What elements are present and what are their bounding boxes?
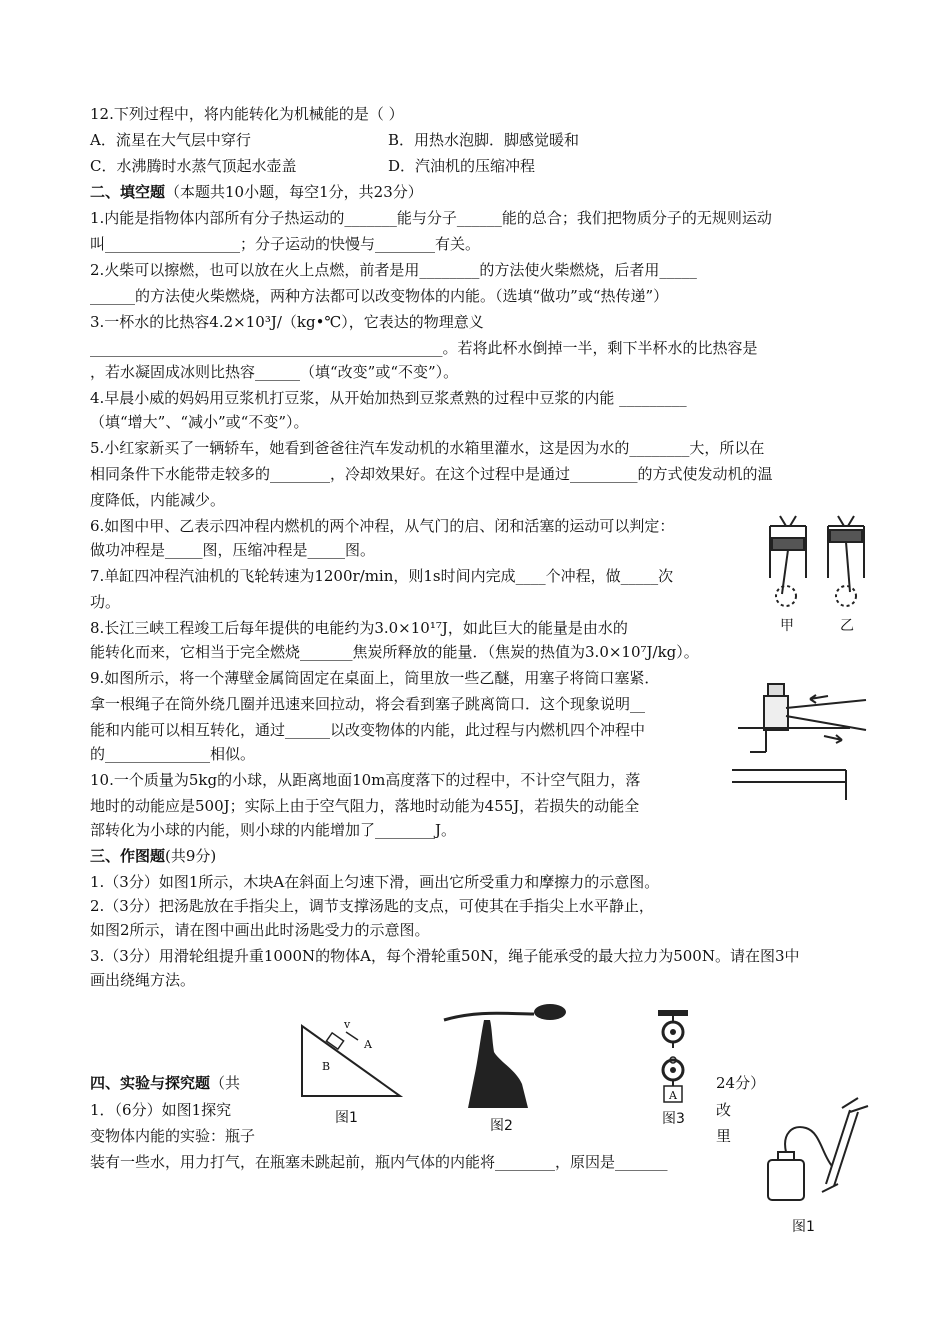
section4-header (90, 1073, 240, 1093)
pulley-figure (650, 1010, 700, 1104)
s2-line: 1.内能是指物体内部所有分子热运动的_______能与分子______能的总合；我们把物质分子的无规则运动 (90, 209, 772, 227)
s4-side-word: 里 (716, 1127, 732, 1145)
figure1-caption: 图1 (335, 1110, 358, 1126)
section2-heading: 二、填空题 (90, 183, 166, 201)
s2-line: 相同条件下水能带走较多的________，冷却效果好。在这个过程中是通过_________的方式使发动机的温 (90, 465, 773, 483)
section3-note: (共9分) (165, 847, 217, 865)
section4-heading-tail: （共 (210, 1074, 241, 1092)
incline-label-a: A (364, 1038, 372, 1051)
q12-option-d: D．汽油机的压缩冲程 (388, 157, 536, 175)
s3-line: 如图2所示，请在图中画出此时汤匙受力的示意图。 (90, 921, 430, 939)
incline-label-v: v (344, 1018, 351, 1031)
s3-line: 3.（3分）用滑轮组提升重1000N的物体A，每个滑轮重50N，绳子能承受的最大拉力为500N。请在图3中 (90, 947, 800, 965)
s2-line: 能和内能可以相互转化，通过______以改变物体的内能，此过程与内燃机四个冲程中 (90, 721, 646, 739)
s2-line: 9.如图所示，将一个薄壁金属筒固定在桌面上，筒里放一些乙醚，用塞子将筒口塞紧． (90, 669, 660, 687)
s4-line: 装有一些水，用力打气，在瓶塞未跳起前，瓶内气体的内能将________，原因是_______ (90, 1153, 668, 1171)
engine-strokes-figure (760, 508, 880, 636)
s3-line: 画出绕绳方法。 (90, 971, 196, 989)
s2-line: 功。 (90, 593, 121, 611)
s2-line: 4.早晨小威的妈妈用豆浆机打豆浆，从开始加热到豆浆煮熟的过程中豆浆的内能 _________ (90, 389, 687, 407)
figure2-caption: 图2 (490, 1118, 513, 1134)
s4-line: 变物体内能的实验：瓶子 (90, 1127, 256, 1145)
s2-line: 5.小红家新买了一辆轿车，她看到爸爸往汽车发动机的水箱里灌水，这是因为水的________大，所以在 (90, 439, 765, 457)
engine-label-jia: 甲 (780, 618, 794, 634)
engine-label-yi: 乙 (840, 618, 854, 634)
tube-rope-figure (730, 670, 870, 800)
incline-label-b: B (322, 1060, 331, 1073)
s2-line: 部转化为小球的内能，则小球的内能增加了________J。 (90, 821, 457, 839)
section4-note-tail: 24分） (716, 1074, 766, 1092)
s2-line: _______________________________________________。若将此杯水倒掉一半，剩下半杯水的比热容是 (90, 339, 758, 357)
s2-line: 的______________相似。 (90, 745, 256, 763)
section2-note: （本题共10小题，每空1分，共23分） (165, 183, 423, 201)
section3-heading: 三、作图题 (90, 847, 166, 865)
s2-line: 能转化而来，它相当于完全燃烧_______焦炭所释放的能量．（焦炭的热值为3.0×10⁷J/kg）。 (90, 643, 699, 661)
s2-line: 7.单缸四冲程汽油机的飞轮转速为1200r/min，则1s时间内完成____个冲程，做_____次 (90, 567, 674, 585)
s2-line: 2.火柴可以擦燃，也可以放在火上点燃，前者是用________的方法使火柴燃烧，后者用_____ (90, 261, 697, 279)
q12-option-a: A．流星在大气层中穿行 (90, 131, 251, 149)
incline-figure (298, 1018, 408, 1108)
s2-line: 拿一根绳子在筒外绕几圈并迅速来回拉动，将会看到塞子跳离筒口．这个现象说明__ (90, 695, 646, 713)
s2-line: 6.如图中甲、乙表示四冲程内燃机的两个冲程，从气门的启、闭和活塞的运动可以判定： (90, 517, 675, 535)
q12-option-c: C．水沸腾时水蒸气顶起水壶盖 (90, 157, 297, 175)
bottle-figure-caption: 图1 (792, 1219, 815, 1235)
s3-line: 1.（3分）如图1所示，木块A在斜面上匀速下滑，画出它所受重力和摩擦力的示意图。 (90, 873, 660, 891)
s2-line: 度降低，内能减少。 (90, 491, 226, 509)
s4-side-word: 改 (716, 1101, 732, 1119)
s2-line: 8.长江三峡工程竣工后每年提供的电能约为3.0×10¹⁷J，如此巨大的能量是由水的 (90, 619, 628, 637)
q12-option-b: B．用热水泡脚．脚感觉暖和 (388, 131, 580, 149)
s2-line: 叫__________________；分子运动的快慢与________有关。 (90, 235, 481, 253)
s2-line: 地时的动能应是500J；实际上由于空气阻力，落地时动能为455J，若损失的动能全 (90, 797, 640, 815)
spoon-finger-figure (438, 1000, 578, 1108)
pulley-label-a: A (669, 1089, 677, 1102)
s2-line: ______的方法使火柴燃烧，两种方法都可以改变物体的内能。（选填“做功”或“热传递”） (90, 287, 669, 305)
s2-line: 做功冲程是_____图，压缩冲程是_____图。 (90, 541, 376, 559)
s2-line: 3.一杯水的比热容4.2×10³J/（kg•℃），它表达的物理意义 (90, 313, 484, 331)
s2-line: （填“增大”、“减小”或“不变”）。 (90, 413, 309, 431)
section3-header (90, 846, 216, 866)
s4-line: 1．（6分）如图1探究 (90, 1101, 232, 1119)
s3-line: 2.（3分）把汤匙放在手指尖上，调节支撑汤匙的支点，可使其在手指尖上水平静止， (90, 897, 654, 915)
section2-header (90, 182, 423, 202)
figure3-caption: 图3 (662, 1111, 685, 1127)
section4-heading: 四、实验与探究题 (90, 1074, 211, 1092)
s2-line: ，若水凝固成冰则比热容______（填“改变”或“不变”）。 (90, 363, 459, 381)
bottle-pump-figure (762, 1094, 872, 1204)
s2-line: 10.一个质量为5kg的小球，从距离地面10m高度落下的过程中，不计空气阻力，落 (90, 771, 641, 789)
q12-stem: 12.下列过程中，将内能转化为机械能的是（ ） (90, 105, 404, 123)
